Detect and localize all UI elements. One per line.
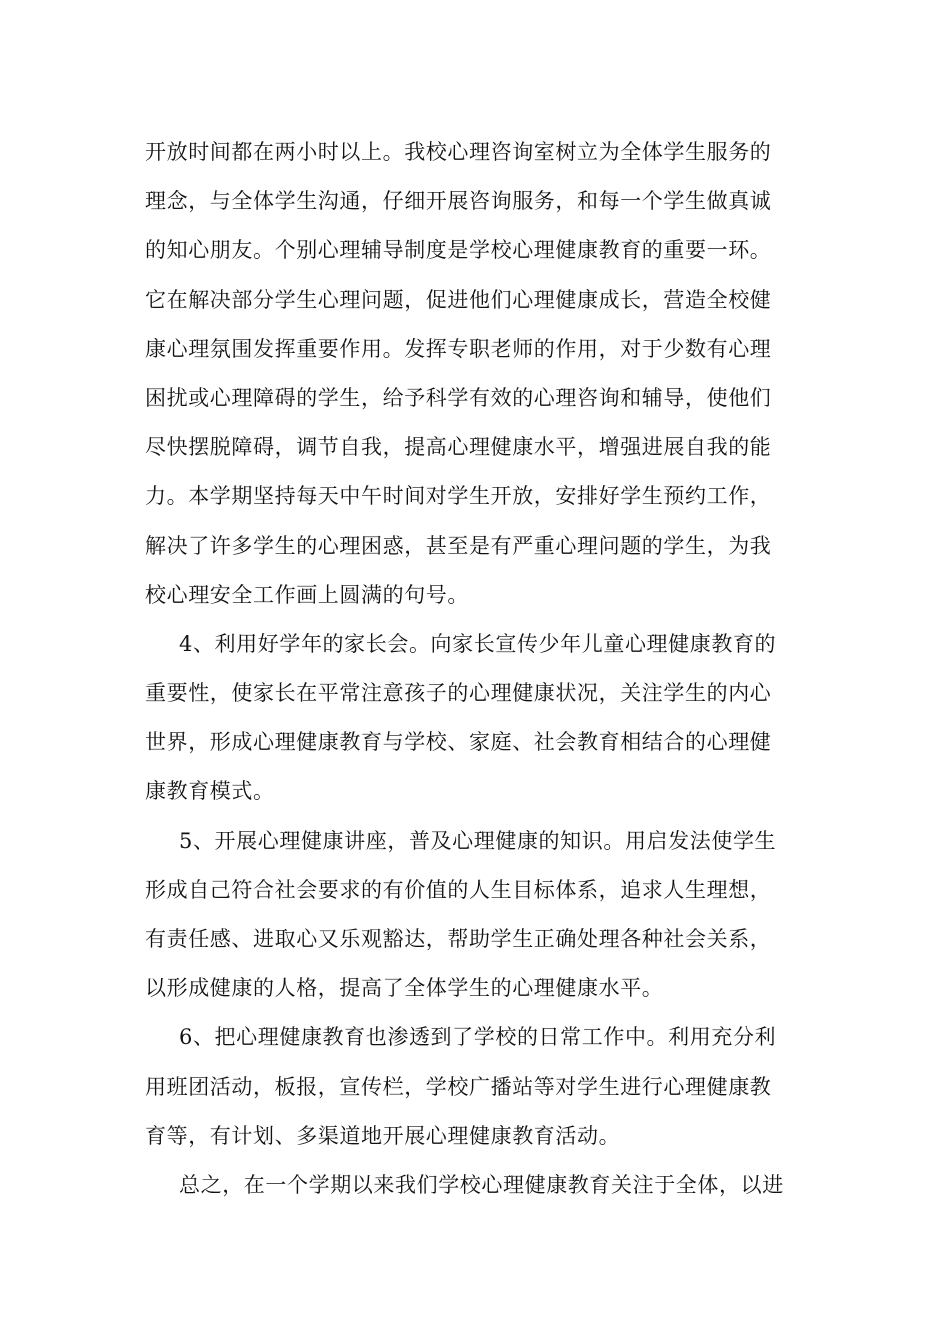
text-line: 育等，有计划、多渠道地开展心理健康教育活动。 — [145, 1123, 621, 1148]
text-line: 以形成健康的人格，提高了全体学生的心理健康水平。 — [145, 976, 664, 1001]
text-line: 形成自己符合社会要求的有价值的人生目标体系，追求人生理想， — [145, 877, 772, 902]
paragraph-start-line: 4、利用好学年的家长会。向家长宣传少年儿童心理健康教育的 — [179, 631, 777, 656]
text-line: 力。本学期坚持每天中午时间对学生开放，安排好学生预约工作， — [145, 484, 772, 509]
text-line: 康心理氛围发挥重要作用。发挥专职老师的作用，对于少数有心理 — [145, 336, 772, 361]
text-line: 它在解决部分学生心理问题，促进他们心理健康成长，营造全校健 — [145, 287, 772, 312]
text-line: 康教育模式。 — [145, 779, 275, 804]
text-line: 困扰或心理障碍的学生，给予科学有效的心理咨询和辅导，使他们 — [145, 385, 772, 410]
text-line: 理念，与全体学生沟通，仔细开展咨询服务，和每一个学生做真诚 — [145, 189, 772, 214]
text-line: 世界，形成心理健康教育与学校、家庭、社会教育相结合的心理健 — [145, 730, 772, 755]
text-line: 开放时间都在两小时以上。我校心理咨询室树立为全体学生服务的 — [145, 140, 772, 164]
text-line: 重要性，使家长在平常注意孩子的心理健康状况，关注学生的内心 — [145, 681, 772, 706]
text-line: 用班团活动，板报，宣传栏，学校广播站等对学生进行心理健康教 — [145, 1074, 772, 1099]
paragraph-start-line: 6、把心理健康教育也渗透到了学校的日常工作中。利用充分利 — [179, 1025, 777, 1050]
paragraph-start-line: 5、开展心理健康讲座，普及心理健康的知识。用启发法使学生 — [179, 828, 777, 853]
text-line: 校心理安全工作画上圆满的句号。 — [145, 582, 469, 607]
text-line: 有责任感、进取心又乐观豁达，帮助学生正确处理各种社会关系， — [145, 927, 772, 951]
text-line: 尽快摆脱障碍，调节自我，提高心理健康水平，增强进展自我的能 — [145, 435, 772, 460]
document-body — [145, 128, 810, 1210]
paragraph-start-line: 总之，在一个学期以来我们学校心理健康教育关注于全体，以进 — [179, 1172, 784, 1197]
text-line: 的知心朋友。个别心理辅导制度是学校心理健康教育的重要一环。 — [145, 238, 772, 263]
text-line: 解决了许多学生的心理困惑，甚至是有严重心理问题的学生，为我 — [145, 533, 772, 558]
